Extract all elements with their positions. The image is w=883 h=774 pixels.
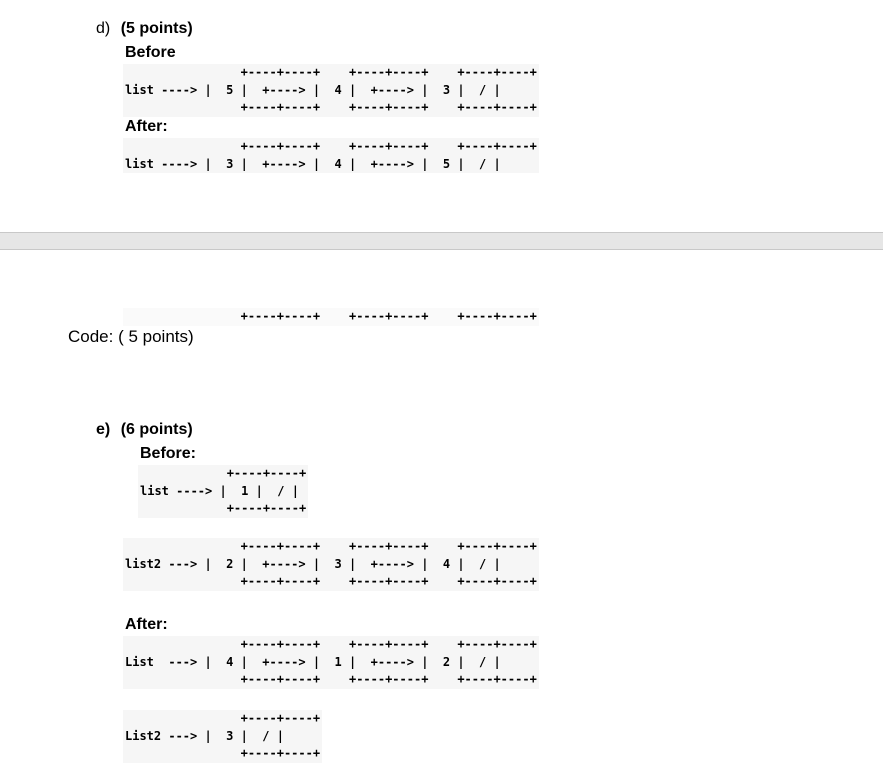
- part-d-after-diagram: +----+----+ +----+----+ +----+----+ list ----> | 3 | +----> | 4 | +----> | 5 | / |: [123, 138, 539, 173]
- continued-border-line: +----+----+ +----+----+ +----+----+: [123, 308, 539, 326]
- part-d-points: (5 points): [120, 20, 193, 37]
- part-e-letter: e): [96, 421, 111, 438]
- part-e-before-list-diagram: +----+----+ list ----> | 1 | / | +----+----+: [138, 465, 308, 518]
- part-d-heading: [96, 20, 193, 38]
- code-prompt: Code: ( 5 points): [68, 327, 194, 346]
- part-d-before-diagram: +----+----+ +----+----+ +----+----+ list ----> | 5 | +----> | 4 | +----> | 3 | / | +----+----+ +----+----+ +----+----+: [123, 64, 539, 117]
- part-e-before-list2-diagram: +----+----+ +----+----+ +----+----+ list2 ---> | 2 | +----> | 3 | +----> | 4 | / | +----+----+ +----+----+ +----+----+: [123, 538, 539, 591]
- part-d-after-label: After:: [125, 118, 168, 135]
- part-d-letter: d): [96, 20, 111, 37]
- part-e-before-label: Before:: [140, 445, 197, 462]
- page-break-band: [0, 232, 883, 250]
- part-e-after-list-diagram: +----+----+ +----+----+ +----+----+ List ---> | 4 | +----> | 1 | +----> | 2 | / | +----+----+ +----+----+ +----+----+: [123, 636, 539, 689]
- part-e-points: (6 points): [120, 421, 193, 438]
- part-e-after-list2-diagram: +----+----+ List2 ---> | 3 | / | +----+----+: [123, 710, 322, 763]
- part-e-heading: [96, 421, 193, 439]
- part-d-before-label: Before: [125, 44, 176, 61]
- part-e-after-label: After:: [125, 616, 168, 633]
